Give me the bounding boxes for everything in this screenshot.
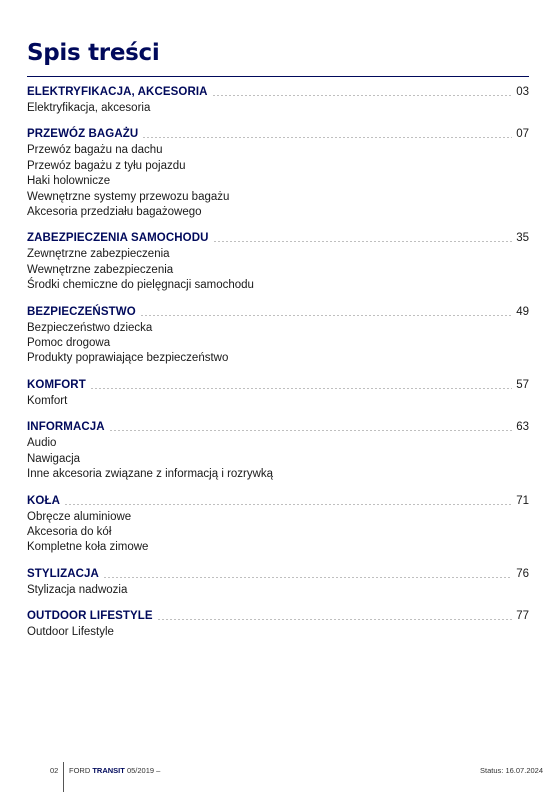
toc-section-heading[interactable] (27, 607, 529, 625)
toc-dot-leader (212, 95, 513, 96)
toc-section-title: OUTDOOR LIFESTYLE (27, 610, 153, 623)
toc-section-title: ZABEZPIECZENIA SAMOCHODU (27, 232, 209, 245)
toc-item[interactable]: Kompletne koła zimowe (27, 541, 149, 554)
toc-section (27, 376, 529, 409)
footer-brand (69, 766, 160, 775)
toc-section-heading[interactable] (27, 125, 529, 143)
toc-dot-leader (103, 577, 512, 578)
toc-item[interactable]: Pomoc drogowa (27, 337, 111, 350)
toc-dot-leader (213, 241, 513, 242)
toc-item[interactable]: Akcesoria przedziału bagażowego (27, 206, 202, 219)
toc-section-heading[interactable] (27, 83, 529, 101)
footer-model: TRANSIT (92, 766, 125, 775)
toc-dot-leader (64, 504, 512, 505)
toc-dot-leader (142, 137, 512, 138)
toc-page-number: 57 (516, 378, 529, 391)
toc-dot-leader (90, 388, 512, 389)
footer-edition: 05/2019 – (126, 766, 161, 775)
toc-section-title: KOŁA (27, 494, 60, 507)
footer-page-number: 02 (50, 766, 59, 775)
toc-item[interactable]: Przewóz bagażu z tyłu pojazdu (27, 159, 186, 172)
toc-page-number: 76 (516, 567, 529, 580)
toc-item[interactable]: Zewnętrzne zabezpieczenia (27, 248, 170, 261)
title-divider (27, 76, 529, 77)
toc-section-heading[interactable] (27, 492, 529, 510)
toc-section-title: STYLIZACJA (27, 567, 99, 580)
toc-section (27, 492, 529, 556)
toc-section-heading[interactable] (27, 418, 529, 436)
toc-dot-leader (157, 619, 513, 620)
toc-section-heading[interactable] (27, 376, 529, 394)
toc-item[interactable]: Elektryfikacja, akcesoria (27, 102, 151, 114)
toc-item[interactable]: Komfort (27, 394, 68, 407)
toc-page-number: 77 (516, 610, 529, 623)
toc-section (27, 229, 529, 293)
toc-section-title: PRZEWÓZ BAGAŻU (27, 128, 139, 141)
toc-item[interactable]: Stylizacja nadwozia (27, 583, 128, 596)
toc-item[interactable]: Środki chemiczne do pielęgnacji samochodu (27, 279, 254, 292)
toc-dot-leader (109, 430, 513, 431)
toc-item[interactable]: Haki holownicze (27, 175, 111, 188)
footer-status: Status: 16.07.2024 (480, 766, 543, 775)
toc-section-heading[interactable] (27, 229, 529, 247)
toc-section (27, 565, 529, 598)
toc-page-number: 71 (516, 494, 529, 507)
footer-divider (63, 762, 64, 792)
toc-item[interactable]: Wewnętrzne systemy przewozu bagażu (27, 190, 230, 203)
toc-item[interactable]: Nawigacja (27, 452, 81, 465)
toc-item[interactable]: Wewnętrzne zabezpieczenia (27, 263, 174, 276)
toc-section-title: ELEKTRYFIKACJA, AKCESORIA (27, 86, 208, 98)
toc-page-number: 03 (516, 86, 529, 98)
toc-dot-leader (140, 315, 512, 316)
toc-item[interactable]: Audio (27, 437, 57, 450)
toc-section-heading[interactable] (27, 303, 529, 321)
toc-section-heading[interactable] (27, 565, 529, 583)
toc-item[interactable]: Akcesoria do kół (27, 525, 112, 538)
toc-section (27, 418, 529, 482)
toc-page-number: 07 (516, 128, 529, 141)
toc-item[interactable]: Bezpieczeństwo dziecka (27, 321, 153, 334)
footer-brand-prefix: FORD (69, 766, 91, 775)
page-footer (0, 762, 560, 792)
toc-page-number: 35 (516, 232, 529, 245)
toc-section-title: BEZPIECZEŃSTWO (27, 305, 136, 318)
toc-section (27, 607, 529, 640)
toc-section-title: INFORMACJA (27, 421, 105, 434)
table-of-contents (27, 83, 529, 650)
toc-section (27, 83, 529, 116)
toc-item[interactable]: Produkty poprawiające bezpieczeństwo (27, 352, 229, 365)
toc-section (27, 125, 529, 220)
toc-page-number: 63 (516, 421, 529, 434)
toc-item[interactable]: Przewóz bagażu na dachu (27, 144, 163, 157)
toc-item[interactable]: Inne akcesoria związane z informacją i rozrywką (27, 468, 274, 481)
toc-page-number: 49 (516, 305, 529, 318)
toc-item[interactable]: Obręcze aluminiowe (27, 510, 132, 523)
toc-section-title: KOMFORT (27, 378, 86, 391)
toc-item[interactable]: Outdoor Lifestyle (27, 626, 114, 639)
page-title: Spis treści (27, 40, 160, 66)
toc-section (27, 303, 529, 367)
